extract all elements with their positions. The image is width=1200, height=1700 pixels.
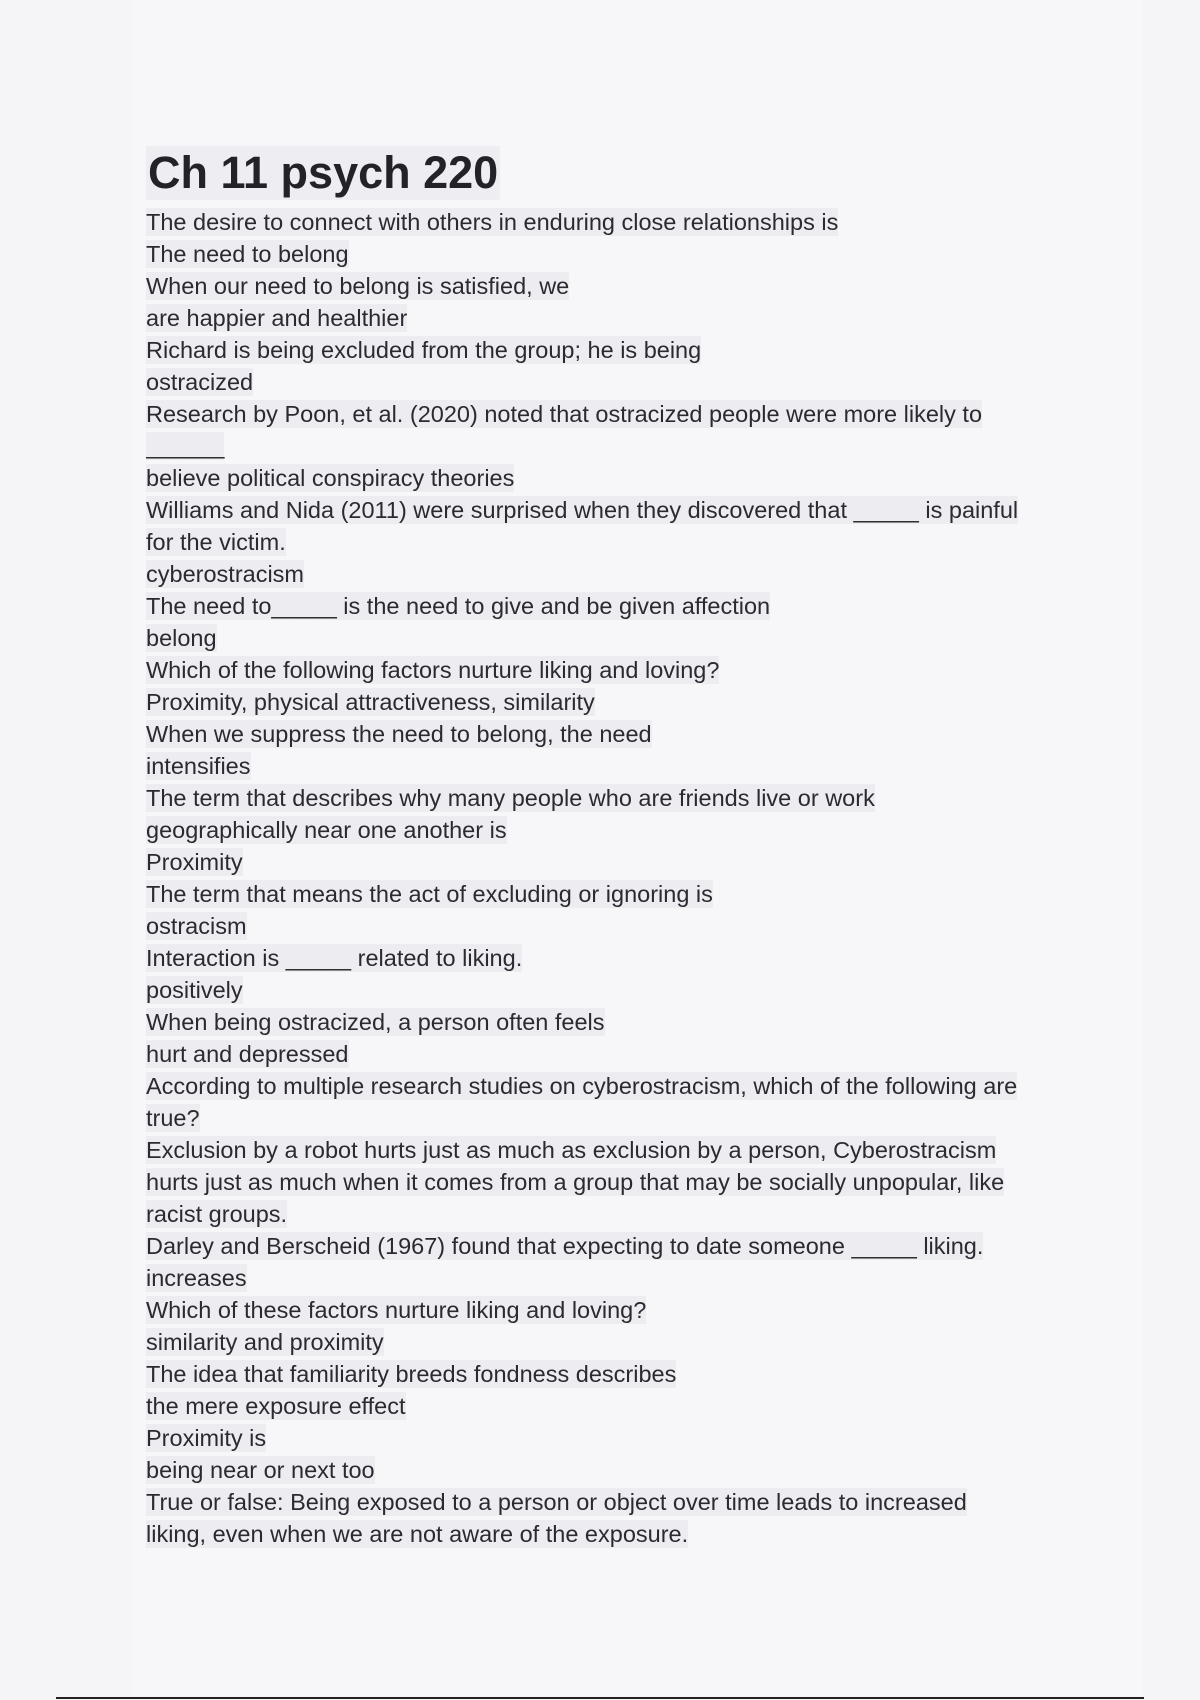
text-line-content: ostracized — [146, 369, 254, 395]
text-line — [146, 622, 1066, 654]
text-line-content: positively — [146, 977, 243, 1003]
text-line — [146, 846, 1066, 878]
text-line-content: Williams and Nida (2011) were surprised when they discovered that _____ is painful — [146, 497, 1019, 523]
text-line-content: increases — [146, 1265, 247, 1291]
text-line — [146, 1134, 1066, 1166]
text-line — [146, 782, 1066, 814]
text-line-content: hurt and depressed — [146, 1041, 349, 1067]
text-line-content: When we suppress the need to belong, the need — [146, 721, 652, 747]
text-line — [146, 1102, 1066, 1134]
text-line — [146, 974, 1066, 1006]
text-line — [146, 1390, 1066, 1422]
text-line-content: being near or next too — [146, 1457, 375, 1483]
bottom-divider — [56, 1697, 1144, 1699]
text-line-content: Which of the following factors nurture liking and loving? — [146, 657, 720, 683]
text-line — [146, 334, 1066, 366]
text-line-content: Darley and Berscheid (1967) found that expecting to date someone _____ liking. — [146, 1233, 984, 1259]
text-line — [146, 1326, 1066, 1358]
text-line — [146, 1518, 1066, 1550]
text-line-content: the mere exposure effect — [146, 1393, 406, 1419]
text-line-content: Exclusion by a robot hurts just as much as exclusion by a person, Cyberostracism — [146, 1137, 997, 1163]
text-line-content: geographically near one another is — [146, 817, 507, 843]
text-line-content: similarity and proximity — [146, 1329, 384, 1355]
text-line-content: racist groups. — [146, 1201, 288, 1227]
text-line — [146, 942, 1066, 974]
text-line — [146, 494, 1066, 526]
text-line-content: ______ — [146, 433, 225, 459]
text-line — [146, 398, 1066, 430]
text-line — [146, 686, 1066, 718]
text-line-content: The desire to connect with others in enduring close relationships is — [146, 209, 839, 235]
text-line-content: According to multiple research studies on cyberostracism, which of the following are — [146, 1073, 1018, 1099]
text-line — [146, 366, 1066, 398]
text-line-content: ostracism — [146, 913, 247, 939]
text-line-content: The need to belong — [146, 241, 349, 267]
text-line — [146, 1038, 1066, 1070]
text-line-content: When being ostracized, a person often feels — [146, 1009, 605, 1035]
text-line — [146, 1422, 1066, 1454]
text-line — [146, 302, 1066, 334]
text-line — [146, 878, 1066, 910]
text-line — [146, 590, 1066, 622]
text-line-content: believe political conspiracy theories — [146, 465, 515, 491]
text-line-content: true? — [146, 1105, 200, 1131]
text-line — [146, 558, 1066, 590]
text-line-content: The term that describes why many people who are friends live or work — [146, 785, 875, 811]
text-line-content: When our need to belong is satisfied, we — [146, 273, 570, 299]
text-line-content: for the victim. — [146, 529, 286, 555]
text-line — [146, 1262, 1066, 1294]
text-line — [146, 1198, 1066, 1230]
text-line — [146, 1006, 1066, 1038]
text-line — [146, 526, 1066, 558]
document-title: Ch 11 psych 220 — [148, 147, 499, 198]
text-line — [146, 1230, 1066, 1262]
text-line-content: Proximity — [146, 849, 243, 875]
text-line-content: True or false: Being exposed to a person or object over time leads to increased — [146, 1489, 967, 1515]
text-line-content: The need to_____ is the need to give and be given affection — [146, 593, 771, 619]
text-line — [146, 1070, 1066, 1102]
text-line-content: Interaction is _____ related to liking. — [146, 945, 523, 971]
text-line-content: The idea that familiarity breeds fondness describes — [146, 1361, 677, 1387]
text-line-content: The term that means the act of excluding or ignoring is — [146, 881, 713, 907]
text-line-content: intensifies — [146, 753, 251, 779]
text-line — [146, 1358, 1066, 1390]
document-body — [146, 146, 1066, 1550]
text-line-content: Research by Poon, et al. (2020) noted that ostracized people were more likely to — [146, 401, 983, 427]
text-line — [146, 462, 1066, 494]
text-line-content: hurts just as much when it comes from a group that may be socially unpopular, like — [146, 1169, 1005, 1195]
text-line-content: Proximity, physical attractiveness, similarity — [146, 689, 595, 715]
flashcard-list — [146, 206, 1066, 1550]
text-line — [146, 1294, 1066, 1326]
text-line — [146, 1486, 1066, 1518]
text-line-content: Proximity is — [146, 1425, 267, 1451]
text-line-content: Richard is being excluded from the group; he is being — [146, 337, 702, 363]
text-line-content: liking, even when we are not aware of the exposure. — [146, 1521, 689, 1547]
text-line — [146, 238, 1066, 270]
text-line — [146, 270, 1066, 302]
text-line-content: belong — [146, 625, 217, 651]
text-line — [146, 430, 1066, 462]
text-line — [146, 654, 1066, 686]
text-line — [146, 1166, 1066, 1198]
text-line — [146, 206, 1066, 238]
text-line — [146, 718, 1066, 750]
text-line — [146, 910, 1066, 942]
text-line-content: are happier and healthier — [146, 305, 408, 331]
text-line-content: cyberostracism — [146, 561, 305, 587]
text-line — [146, 814, 1066, 846]
text-line — [146, 750, 1066, 782]
text-line — [146, 1454, 1066, 1486]
text-line-content: Which of these factors nurture liking and loving? — [146, 1297, 647, 1323]
